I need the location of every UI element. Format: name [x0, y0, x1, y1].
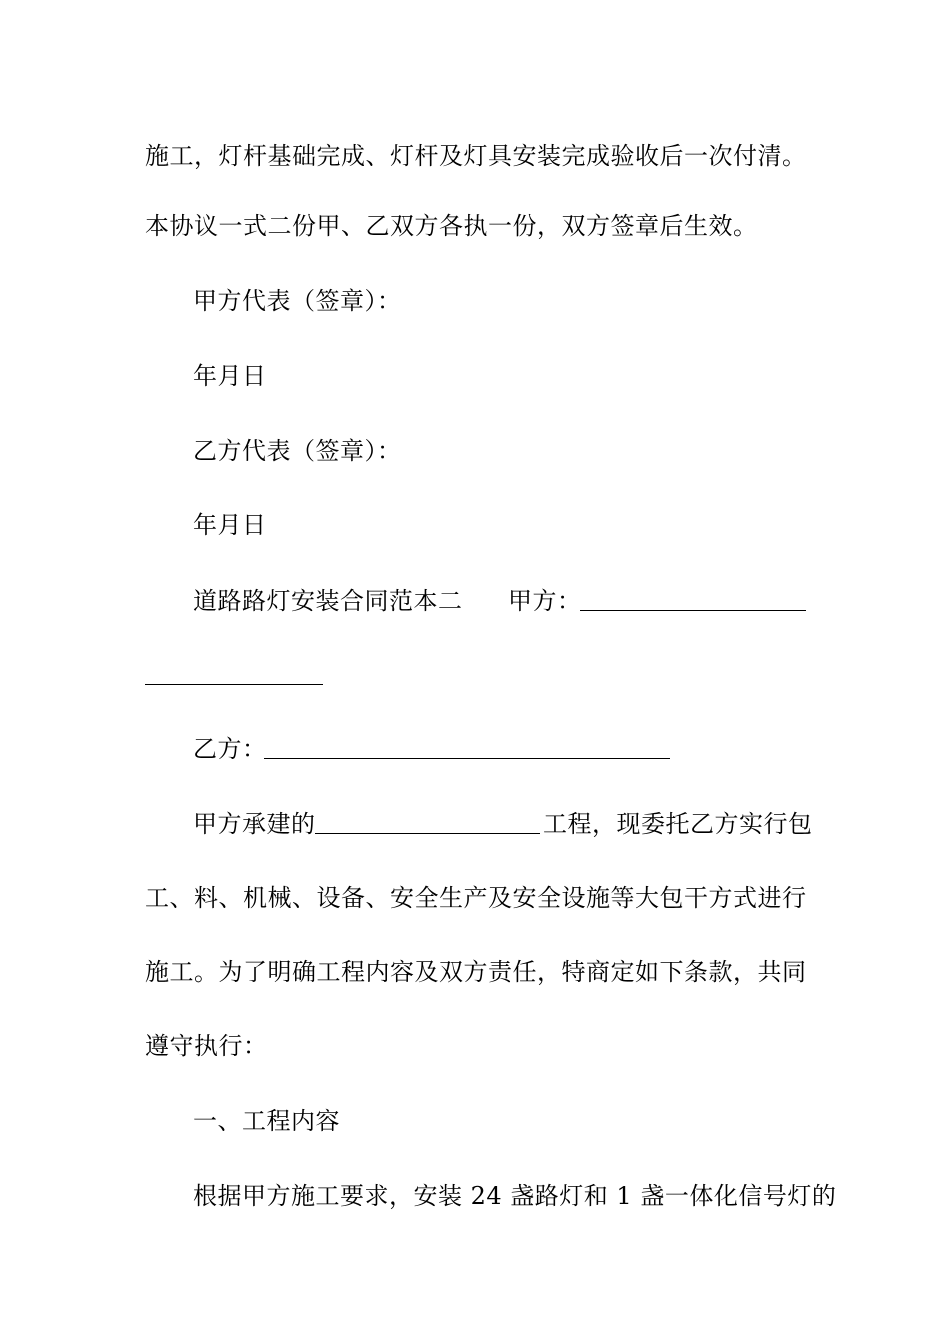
section-heading: 一、工程内容 [193, 1107, 340, 1135]
party-a-blank-line [580, 610, 806, 611]
party-a-blank-line-cont [145, 684, 323, 685]
paragraph-line: 施工，灯杆基础完成、灯杆及灯具安装完成验收后一次付清。 [145, 142, 807, 170]
paragraph-line: 遵守执行： [145, 1032, 268, 1060]
date-party-b: 年月日 [193, 511, 267, 539]
paragraph-line: 本协议一式二份甲、乙双方各执一份，双方签章后生效。 [145, 212, 758, 240]
date-party-a: 年月日 [193, 362, 267, 390]
project-name-blank-line [315, 833, 540, 834]
signature-party-b: 乙方代表（签章）： [193, 437, 402, 465]
intro-post: 工程，现委托乙方实行包 [543, 810, 813, 838]
party-b-label: 乙方： [193, 735, 267, 763]
paragraph-line: 施工。为了明确工程内容及双方责任，特商定如下条款，共同 [145, 958, 807, 986]
contract-title-line [193, 585, 463, 617]
signature-party-a: 甲方代表（签章）： [193, 287, 402, 315]
intro-pre: 甲方承建的 [193, 810, 316, 838]
paragraph-line: 根据甲方施工要求，安装 24 盏路灯和 1 盏一体化信号灯的 [193, 1182, 837, 1210]
contract-title: 道路路灯安装合同范本二 [193, 587, 463, 615]
paragraph-line: 工、料、机械、设备、安全生产及安全设施等大包干方式进行 [145, 884, 807, 912]
party-a-label: 甲方： [508, 587, 582, 615]
party-b-blank-line [264, 758, 670, 759]
